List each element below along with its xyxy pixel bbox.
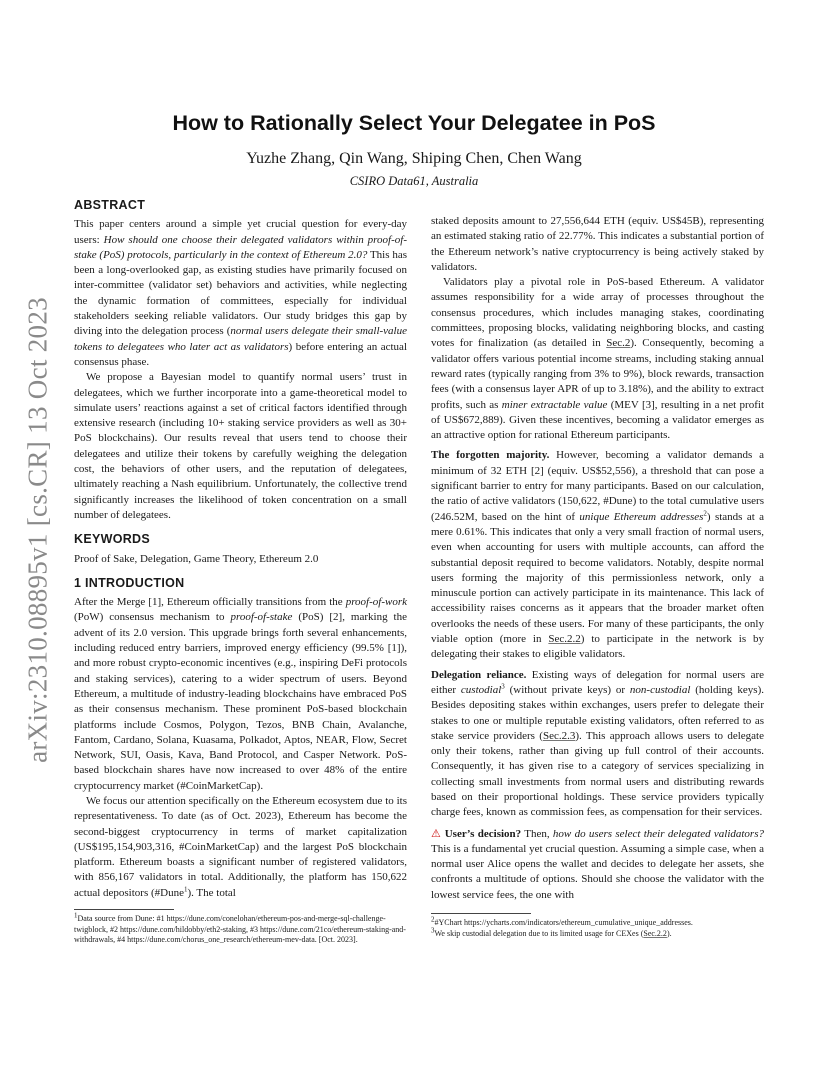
body-text: (without private keys) or [504, 683, 630, 696]
footnote-number: 3 [431, 925, 435, 934]
footnote-rule [74, 909, 174, 910]
footnote-rule [431, 913, 531, 914]
body-text: ) to participate in the network is by delegating their stakes to eligible validators. [431, 633, 765, 661]
body-text: ). This approach allows users to delegate only their tokens, rather than giving up full control of their accounts. Consequently, it has given rise to a category of services specializing in collecting small investments from normal users and distributing rewards based on their proportional holdings. These service providers typically charge fees, known as commission fees, as compensation for their services. [431, 729, 764, 819]
footnote-marker[interactable]: 1 [183, 885, 188, 894]
warning-icon: ⚠ [431, 826, 442, 840]
body-text: Validators play a pivotal role in PoS-based Ethereum. A validator assumes responsibility for a wide array of processes throughout the consensus procedures, which includes managing stakes, coordinating committees, proposing blocks, validating neighboring blocks, and casting votes for finalization (as detailed in [431, 276, 764, 350]
arxiv-identifier-text: arXiv:2310.08895v1 [cs.CR] 13 Oct 2023 [22, 297, 53, 763]
arxiv-identifier-stamp [23, 290, 53, 770]
body-text: (holding keys). Besides depositing stakes within exchanges, users prefer to delegate their stakes to one or multiple reputable existing validators, often referred to as stake service providers ( [431, 683, 764, 742]
footnote-number: 2 [431, 915, 435, 924]
intro-term: proof-of-stake [230, 611, 293, 624]
section-link[interactable]: Sec.2 [606, 337, 631, 350]
intro-text: (PoW) consensus mechanism to [74, 611, 231, 624]
abstract-paragraph-2: We propose a Bayesian model to quantify normal users’ trust in delegatees, which we further incorporate into a game-theoretical model to simulate users’ reactions against a set of critical factors identified through extensive research (including 10+ staking service providers as well as 30+ PoS blockchains). Our results reveal that users tend to choose their delegatees and utilize their tokens by carefully weighing the delegation cost, the behaviors of other users, and the reputation of delegatees, ultimately reaching a Nash equilibrium. Unfortunately, the collective trend significantly increases the likelihood of token concentration on a small number of delegatees. [74, 371, 407, 521]
intro-term: proof-of-work [345, 596, 407, 609]
abstract-text: This has been a long-overlooked gap, as existing studies have primarily focused on inter-committee (validator set) behaviors and activities, while neglecting the dynamic formation of committees, especially for individual stakeholders seeking reliable validators. Our study bridges this gap by diving into the delegation process ( [74, 248, 407, 338]
author-list: Yuzhe Zhang, Qin Wang, Shiping Chen, Chen Wang [246, 150, 582, 167]
abstract-paragraph-1 [74, 217, 407, 370]
intro-text: (PoS) [2], marking the advent of its 2.0 version. This upgrade brings forth several enhancements, including reduced entry barriers, improved energy efficiency (99.5% [1]), and more robust crypto-economic incentives (e.g., inspiring DeFi protocols and staking services), catering to a wider spectrum of users. Beyond Ethereum, a multitude of industry-leading blockchains have embraced PoS as their consensus mechanism. These prominent PoS-based blockchain platforms include Cosmos, Polygon, Tezos, BNB Chain, Avalanche, Fantom, Cardano, Solana, Kuasama, Polkadot, Aptos, NEAR, Flow, Secret Network, SUI, Oasis, Kava, Band Protocol, and Casper Network. PoS-based blockchain shares have now increased to over 48% of the entire cryptocurrency market (#CoinMarketCap). [74, 611, 407, 792]
footnote-3 [431, 925, 764, 940]
footnote-2 [431, 915, 764, 929]
footnote-text: ). [666, 928, 672, 938]
intro-text: After the Merge [1], Ethereum officially transitions from the [74, 596, 346, 609]
intro-text: We focus our attention specifically on the Ethereum ecosystem due to its representativeness. To date (as of Oct. 2023), Ethereum has become the second-biggest cryptocurrency in terms of market capitalization (US$195,154,903,316, #CoinMarketCap) and the largest PoS blockchain platform. Ethereum boasts a significant number of registered validators, with 856,167 validators in total. Additionally, the platform has 150,622 actual depositors (#Dune [74, 794, 407, 899]
body-paragraph-forgotten-majority [431, 448, 764, 662]
intro-paragraph-1 [74, 595, 407, 794]
abstract-question: How should one choose their delegated validators within proof-of-stake (PoS) protocols, particularly in the context of Ethereum 2.0? [74, 233, 407, 261]
right-column [431, 214, 764, 939]
section-link[interactable]: Sec.2.3 [542, 729, 576, 742]
keywords-heading: KEYWORDS [74, 532, 151, 547]
body-text: Then, [521, 827, 553, 840]
body-term: miner extractable value [501, 398, 608, 411]
footnote-text: Data source from Dune: #1 https://dune.com/conelohan/ethereum-pos-and-merge-sql-challenge-twigblock, #2 https://dune.com/hildobby/eth2-staking, #3 https://dune.com/21co/ethereum-staking-and-withdrawals, #4 https://dune.com/chorus_one_research/ethereum-mev-data. [Oct. 2023]. [74, 914, 406, 945]
body-paragraph-continuation: staked deposits amount to 27,556,644 ETH (equiv. US$45B), representing an estimated staking ratio of 22.77%. This indicates a substantial portion of the Ethereum network’s native cryptocurrency is being actively staked by validators. [431, 215, 764, 273]
footnote-1 [74, 911, 407, 946]
body-text: ) stands at a mere 0.61%. This indicates that only a very small fraction of normal users, even when accounting for users with multiple accounts, can afford the substantial deposit required to become validators. Notably, despite normal users forming the majority of this permissionless network, only a minuscule portion can actively participate in its maintenance. This lack of accessibility raises concerns as it appears that the broader market often overlooks the needs of these users. For many of these participants, the only viable option (more in [431, 510, 765, 646]
left-column [74, 198, 407, 946]
footnote-marker[interactable]: 2 [703, 508, 707, 517]
footnote-text: #YChart https://ycharts.com/indicators/ethereum_cumulative_unique_addresses. [434, 918, 693, 928]
author-affiliation: CSIRO Data61, Australia [349, 174, 479, 188]
run-in-heading: Delegation reliance. [431, 668, 527, 681]
abstract-heading: ABSTRACT [74, 198, 146, 212]
abstract-text: ) before entering an actual consensus phase. [74, 340, 407, 368]
keywords-text: Proof of Sake, Delegation, Game Theory, Ethereum 2.0 [74, 552, 319, 565]
run-in-heading: The forgotten majority. [431, 449, 550, 462]
body-text: Existing ways of delegation for normal users are either [431, 668, 764, 696]
body-paragraph-validators [431, 275, 764, 443]
section-link[interactable]: Sec.2.2 [643, 928, 667, 938]
abstract-definition: normal users delegate their small-value tokens to delegatees who later act as validators [74, 325, 407, 353]
abstract-text: This paper centers around a simple yet crucial question for every-day users: [74, 218, 407, 246]
body-term: unique Ethereum addresses [579, 510, 704, 523]
body-text: This is a fundamental yet crucial question. Assuming a simple case, when a normal user Alice opens the wallet and decides to delegate her assets, she confronts a multitude of options. Should she choose the validator with the lowest service fees, the one with [431, 842, 764, 901]
section-heading-introduction: 1 INTRODUCTION [74, 575, 185, 590]
body-text: However, becoming a validator demands a minimum of 32 ETH [2] (equiv. US$52,556), a threshold that can pose a significant barrier to entry for many participants. Based on our calculation, the ratio of active validators (150,622, #Dune) to the total cumulative users (246.52M, based on the hint of [431, 449, 764, 523]
body-paragraph-delegation-reliance [431, 668, 764, 821]
intro-text: ). The total [187, 886, 236, 899]
body-text: ). Consequently, becoming a validator offers various potential income streams, including staking annual reward rates (typically ranging from 3% to 9%), block rewards, transaction fees (with a consensus layer APR of up to 3.18%), and the ability to extract profits, such as [431, 337, 764, 411]
body-term: non-custodial [629, 683, 691, 696]
body-question: how do users select their delegated validators? [552, 827, 764, 840]
intro-paragraph-2 [74, 794, 407, 901]
body-term: custodial [460, 683, 502, 696]
body-paragraph-user-decision [431, 826, 764, 903]
paper-title: How to Rationally Select Your Delegatee in PoS [172, 111, 656, 135]
footnote-text: We skip custodial delegation due to its limited usage for CEXes ( [434, 928, 644, 938]
body-text: (MEV [3], resulting in a net profit of US$672,889). Given these incentives, becoming a validator emerges as an attractive option for rational Ethereum participants. [431, 398, 764, 442]
run-in-heading: User’s decision? [441, 827, 522, 840]
footnote-number: 1 [74, 911, 78, 920]
footnote-marker[interactable]: 3 [501, 682, 505, 691]
section-link[interactable]: Sec.2.2 [548, 633, 581, 646]
